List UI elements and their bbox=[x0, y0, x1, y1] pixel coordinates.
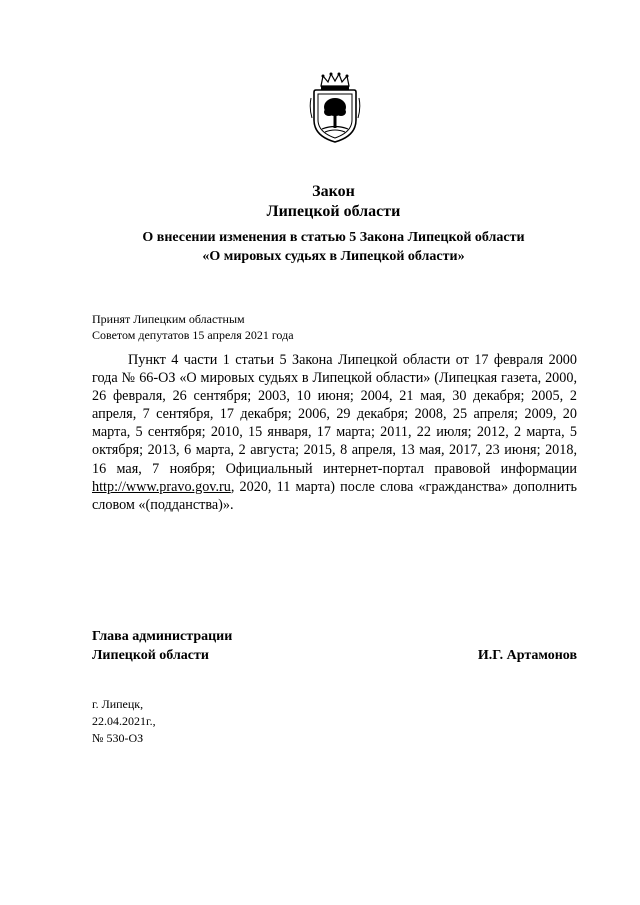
pravo-portal-link[interactable]: http://www.pravo.gov.ru bbox=[92, 478, 231, 495]
coat-of-arms-emblem bbox=[309, 72, 361, 144]
law-title: Закон bbox=[312, 183, 355, 200]
law-body-paragraph bbox=[92, 351, 577, 514]
adoption-line2: Советом депутатов 15 апреля 2021 года bbox=[92, 328, 294, 342]
adoption-line1: Принят Липецким областным bbox=[92, 312, 245, 326]
signature-block bbox=[92, 627, 577, 665]
footer-number: № 530-ОЗ bbox=[92, 731, 144, 745]
body-text-part1: Пункт 4 части 1 статьи 5 Закона Липецкой области от 17 февраля 2000 года № 66-ОЗ «О мировых судьях в Липецкой области» (Липецкая газета, 2000, 26 февраля, 26 сентября; 2003, 10 июня; 2004, 21 мая, 30 декабря; 2005, 2 апреля, 7 сентября, 17 декабря; 2006, 29 декабря; 2008, 25 апреля; 2009, 20 марта, 5 сентября; 2010, 15 января, 17 марта; 2011, 22 июля; 2012, 2 марта, 5 октября; 2013, 6 марта, 2 августа; 2015, 8 апреля, 13 мая, 2017, 23 июня; 2018, 16 мая, 7 ноября; Официальный интернет-портал правовой информации bbox=[92, 352, 577, 477]
adoption-note bbox=[92, 311, 294, 343]
law-region: Липецкой области bbox=[266, 203, 401, 220]
law-subtitle-line2: «О мировых судьях в Липецкой области» bbox=[202, 249, 465, 264]
footer-date: 22.04.2021г., bbox=[92, 714, 156, 728]
footer-city: г. Липецк, bbox=[92, 697, 144, 711]
law-title-block bbox=[0, 182, 640, 266]
law-subtitle-line1: О внесении изменения в статью 5 Закона Липецкой области bbox=[142, 230, 525, 245]
signatory-position-line2: Липецкой области bbox=[92, 648, 209, 663]
signatory-position-line1: Глава администрации bbox=[92, 629, 233, 644]
document-footer bbox=[92, 696, 156, 747]
signatory-name: И.Г. Артамонов bbox=[477, 648, 577, 663]
body-text-part2: , 2020, 11 марта) после слова «гражданства» дополнить словом «(подданства)». bbox=[92, 478, 577, 513]
